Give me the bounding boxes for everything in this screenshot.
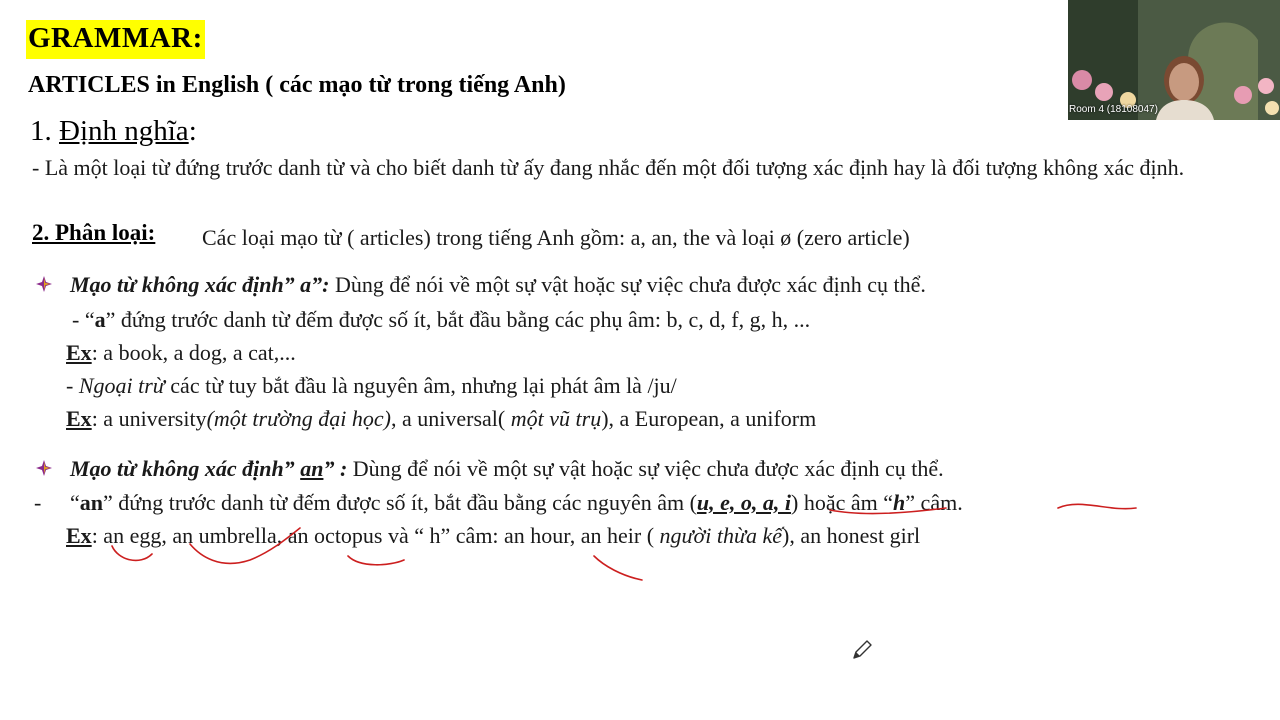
article-an-rule-dash: - xyxy=(34,490,42,515)
article-an-ex-c: ), an honest girl xyxy=(782,523,921,548)
article-an-example xyxy=(66,523,920,549)
video-scene xyxy=(1068,0,1280,120)
article-a-ex2-label: Ex xyxy=(66,406,92,431)
ink-underline-h xyxy=(1058,504,1136,508)
section1-heading xyxy=(30,115,197,148)
article-an-ex-a: : an egg, an umbrella, an octopus và “ h” câm: an hour, an heir ( xyxy=(91,523,660,548)
article-an-vowels: u, e, o, a, i xyxy=(696,490,792,515)
bullet-a-icon xyxy=(36,276,52,292)
article-a-heading xyxy=(70,272,926,298)
article-an-rule-letter: an xyxy=(79,490,104,515)
article-an-ex-b: người thừa kế xyxy=(659,523,783,548)
ex2-part-d: một vũ trụ xyxy=(510,406,602,431)
ex2-part-b: (một trường đại học) xyxy=(206,406,392,431)
definition-text: - Là một loại từ đứng trước danh từ và cho biết danh từ ấy đang nhắc đến một đối tượng xác định hay là đối tượng không xác định. xyxy=(32,155,1185,180)
article-a-heading-rest: Dùng để nói về một sự vật hoặc sự việc chưa được xác định cụ thể. xyxy=(329,272,926,297)
article-an-rule-q1: “ xyxy=(70,490,80,515)
article-an-rule-end: ” câm. xyxy=(905,490,963,515)
article-an-h: h xyxy=(893,490,906,515)
article-an-rule-mid: ” đứng trước danh từ đếm được số ít, bắt đầu bằng các nguyên âm ( xyxy=(103,490,697,515)
article-a-rule-rest: ” đứng trước danh từ đếm được số ít, bắt đầu bằng các phụ âm: b, c, d, f, g, h, ... xyxy=(105,307,811,332)
article-a-exception xyxy=(66,373,677,399)
ex2-part-a: : a university xyxy=(91,406,207,431)
ink-curve-octopus xyxy=(348,556,404,565)
article-a-ex1-text: : a book, a dog, a cat,... xyxy=(91,340,296,365)
section2-description: Các loại mạo từ ( articles) trong tiếng Anh gồm: a, an, the và loại ø (zero article) xyxy=(202,225,910,250)
section1-colon: : xyxy=(188,115,197,147)
ex2-part-c: , a universal( xyxy=(391,406,511,431)
article-a-ex-label: Ex xyxy=(66,340,92,365)
slide-title: GRAMMAR: xyxy=(26,20,205,59)
article-an-rule-after: ) hoặc âm “ xyxy=(791,490,894,515)
article-an-heading-an: an xyxy=(300,456,324,481)
exception-rest: các từ tuy bắt đầu là nguyên âm, nhưng lại phát âm là /ju/ xyxy=(164,373,677,398)
exception-italic: Ngoại trừ xyxy=(78,373,165,398)
section1-title: Định nghĩa xyxy=(59,115,189,147)
ex2-part-e: ), a European, a uniform xyxy=(601,406,817,431)
article-an-heading xyxy=(70,456,944,482)
article-a-rule-letter: a xyxy=(94,307,106,332)
article-an-heading-rest: Dùng để nói về một sự vật hoặc sự việc chưa được xác định cụ thể. xyxy=(347,456,944,481)
article-a-rule-prefix: - “ xyxy=(72,307,95,332)
section1-number: 1. xyxy=(30,115,52,147)
section2-heading: 2. Phân loại: xyxy=(32,220,156,245)
exception-dash: - xyxy=(66,373,79,398)
ink-curve-hour xyxy=(594,556,642,580)
article-a-heading-label: Mạo từ không xác định” a”: xyxy=(70,272,330,297)
slide-subtitle: ARTICLES in English ( các mạo từ trong tiếng Anh) xyxy=(28,72,566,98)
article-a-example2 xyxy=(66,406,816,432)
article-an-rule xyxy=(70,490,963,516)
video-room-label: Room 4 (18108047) xyxy=(1069,104,1158,115)
participant-video[interactable] xyxy=(1068,0,1280,120)
bullet-an-icon xyxy=(36,460,52,476)
article-an-ex-label: Ex xyxy=(66,523,92,548)
article-an-heading-a: Mạo từ không xác định” xyxy=(70,456,301,481)
article-a-rule xyxy=(72,307,810,333)
article-an-heading-b: ” : xyxy=(323,456,348,481)
pen-cursor-icon xyxy=(850,638,874,662)
article-a-example1 xyxy=(66,340,296,366)
